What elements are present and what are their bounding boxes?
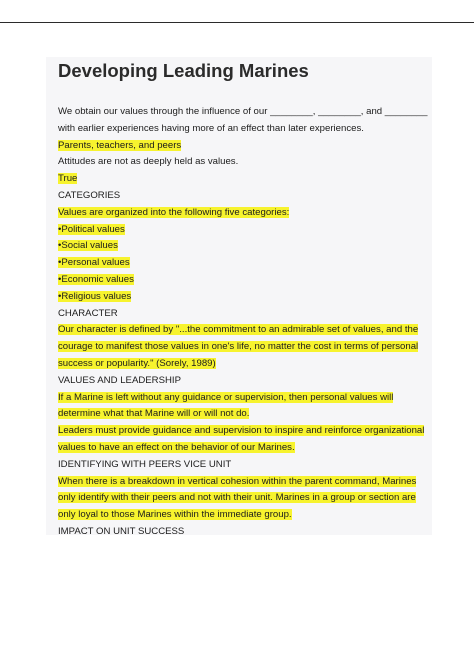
section-heading: CATEGORIES [58, 189, 121, 201]
highlighted-line: values to have an effect on the behavior of our Marines. [58, 441, 295, 453]
bullet-item: •Personal values [58, 257, 130, 269]
highlighted-line: Values are organized into the following five categories: [58, 206, 290, 218]
highlighted-line: If a Marine is left without any guidance or supervision, then personal values will [58, 391, 394, 403]
bullet-item: •Economic values [58, 273, 134, 285]
document-body [58, 104, 430, 541]
highlighted-line: only loyal to those Marines within the immediate group. [58, 509, 292, 521]
section-heading: IDENTIFYING WITH PEERS VICE UNIT [58, 458, 232, 470]
text-line: We obtain our values through the influence of our ________, ________, and ________ [58, 106, 428, 117]
bullet-item: •Social values [58, 240, 118, 252]
text-line: with earlier experiences having more of an effect than later experiences. [58, 122, 364, 134]
section-heading: VALUES AND LEADERSHIP [58, 374, 181, 386]
document-title: Developing Leading Marines [58, 60, 309, 81]
section-heading: IMPACT ON UNIT SUCCESS [58, 525, 185, 537]
highlighted-line: Our character is defined by "...the commitment to an admirable set of values, and the [58, 324, 419, 336]
highlighted-line: When there is a breakdown in vertical cohesion within the parent command, Marines [58, 475, 417, 487]
text-line: Attitudes are not as deeply held as values. [58, 156, 239, 168]
section-heading: CHARACTER [58, 307, 118, 319]
highlighted-line: determine what that Marine will or will not do. [58, 408, 250, 420]
highlighted-line: success or popularity." (Sorely, 1989) [58, 357, 216, 369]
highlighted-line: Leaders must provide guidance and supervision to inspire and reinforce organizational [58, 425, 425, 437]
bullet-item: •Religious values [58, 290, 132, 302]
highlighted-line: Parents, teachers, and peers [58, 139, 182, 151]
highlighted-line: only identify with their peers and not with their unit. Marines in a group or section are [58, 492, 416, 504]
highlighted-line: courage to manifest those values in one's life, no matter the cost in terms of personal [58, 341, 419, 353]
bullet-item: •Political values [58, 223, 125, 235]
top-divider [0, 22, 474, 23]
highlighted-line: True [58, 173, 78, 185]
